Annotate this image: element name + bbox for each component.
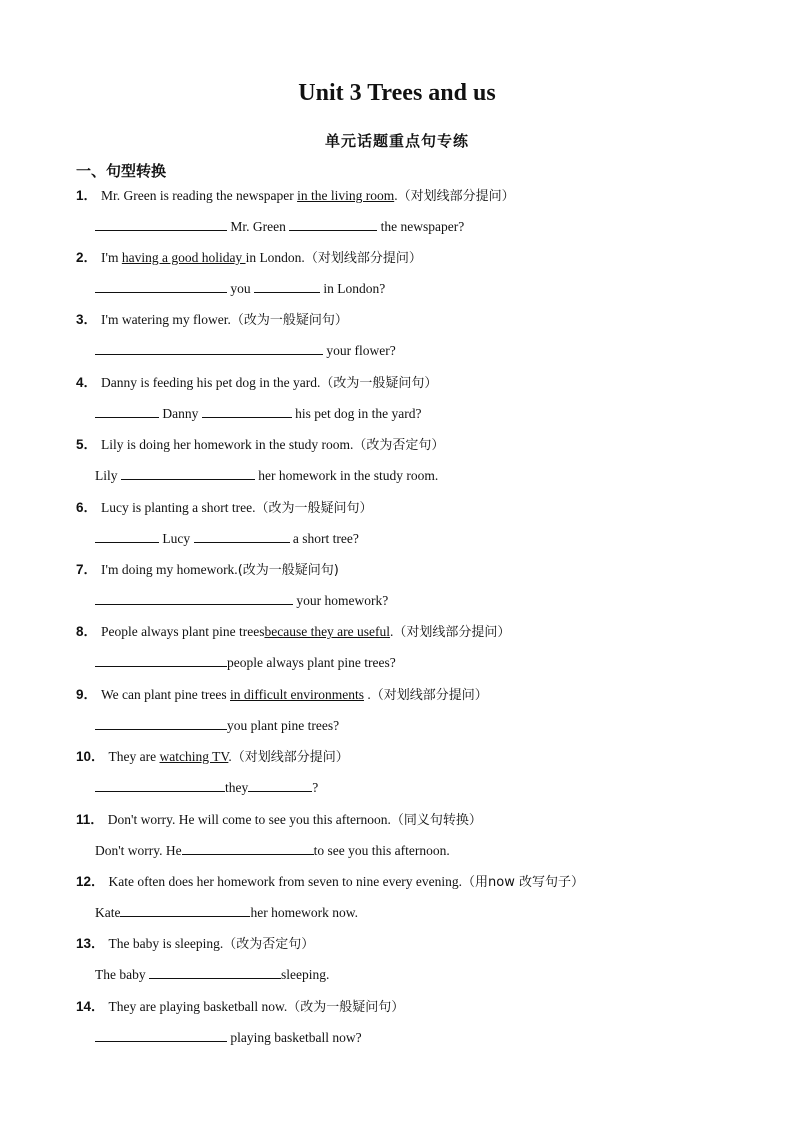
- instruction: （对划线部分提问）: [231, 750, 349, 765]
- underlined-phrase: in the living room: [297, 188, 395, 203]
- page-subtitle: 单元话题重点句专练: [324, 132, 469, 150]
- question-number: 11．: [76, 812, 104, 827]
- question-3: [76, 311, 348, 330]
- question-number: 10．: [76, 749, 105, 764]
- question-text: Mr. Green is reading the newspaper: [101, 188, 298, 203]
- answer-blank[interactable]: [95, 592, 293, 605]
- answer-text: Lucy: [159, 531, 194, 546]
- answer-3: [95, 342, 396, 360]
- answer-6: [95, 530, 359, 548]
- question-11: [76, 811, 482, 830]
- question-6: [76, 499, 373, 518]
- question-text: Kate often does her homework from seven to nine every evening.: [108, 874, 463, 889]
- answer-text: your flower?: [323, 343, 396, 358]
- answer-text: her homework in the study room.: [254, 468, 439, 483]
- question-8: [76, 623, 510, 642]
- question-text-end: .: [363, 687, 371, 702]
- instruction: （改为否定句）: [223, 937, 315, 952]
- answer-text: The baby: [95, 967, 149, 982]
- answer-text: Danny: [159, 406, 202, 421]
- answer-blank[interactable]: [95, 342, 323, 355]
- answer-text: people always plant pine trees?: [227, 655, 396, 670]
- instruction: （对划线部分提问）: [304, 251, 422, 266]
- question-text: The baby is sleeping.: [108, 936, 224, 951]
- answer-5: [95, 467, 438, 485]
- question-text: I'm doing my homework.: [101, 562, 238, 577]
- instruction: (改为一般疑问句): [237, 563, 339, 578]
- question-14: [76, 998, 404, 1017]
- answer-blank[interactable]: [95, 405, 159, 418]
- question-text-end: .: [228, 749, 232, 764]
- question-4: [76, 374, 437, 393]
- question-number: 13．: [76, 936, 105, 951]
- answer-blank[interactable]: [95, 1029, 227, 1042]
- answer-text: playing basketball now?: [227, 1030, 362, 1045]
- answer-7: [95, 592, 388, 610]
- answer-4: [95, 405, 421, 423]
- question-number: 6．: [76, 500, 98, 515]
- answer-text: Mr. Green: [227, 219, 290, 234]
- question-text: I'm watering my flower.: [101, 312, 231, 327]
- question-7: [76, 561, 339, 580]
- answer-text: Kate: [95, 905, 121, 920]
- question-text: We can plant pine trees: [101, 687, 230, 702]
- instruction: （改为一般疑问句）: [320, 376, 438, 391]
- answer-13: [95, 966, 329, 984]
- question-9: [76, 686, 488, 705]
- answer-14: [95, 1029, 362, 1047]
- answer-blank[interactable]: [95, 218, 227, 231]
- answer-blank[interactable]: [194, 530, 290, 543]
- question-text-end: in London.: [245, 250, 305, 265]
- question-1: [76, 187, 515, 206]
- answer-12: [95, 904, 358, 922]
- answer-text: to see you this afternoon.: [313, 843, 450, 858]
- instruction: （同义句转换）: [390, 813, 482, 828]
- answer-text: ?: [312, 780, 319, 795]
- question-number: 1．: [76, 188, 98, 203]
- question-number: 2．: [76, 250, 98, 265]
- underlined-phrase: watching TV: [159, 749, 229, 764]
- instruction: （用now 改写句子）: [462, 875, 585, 890]
- question-number: 14．: [76, 999, 105, 1014]
- answer-blank[interactable]: [95, 280, 227, 293]
- answer-10: [95, 779, 318, 797]
- instruction: （对划线部分提问）: [397, 189, 515, 204]
- answer-text: in London?: [320, 281, 386, 296]
- answer-blank[interactable]: [121, 467, 255, 480]
- answer-text: they: [225, 780, 249, 795]
- section-heading: 一、句型转换: [76, 162, 167, 180]
- question-text: Lucy is planting a short tree.: [101, 500, 256, 515]
- answer-text: Don't worry. He: [95, 843, 182, 858]
- underlined-phrase: having a good holiday: [121, 250, 246, 265]
- question-10: [76, 748, 349, 767]
- answer-text: his pet dog in the yard?: [291, 406, 422, 421]
- question-number: 5．: [76, 437, 98, 452]
- instruction: （改为一般疑问句）: [230, 313, 348, 328]
- question-number: 12．: [76, 874, 105, 889]
- underlined-phrase: because they are useful: [264, 624, 391, 639]
- question-number: 7．: [76, 562, 98, 577]
- answer-blank[interactable]: [248, 779, 312, 792]
- question-number: 3．: [76, 312, 98, 327]
- answer-text: you plant pine trees?: [227, 718, 340, 733]
- question-text-end: .: [390, 624, 394, 639]
- question-text: They are playing basketball now.: [108, 999, 288, 1014]
- question-12: [76, 873, 584, 892]
- question-text: People always plant pine trees: [101, 624, 265, 639]
- answer-9: [95, 717, 339, 735]
- question-text: Don't worry. He will come to see you this afternoon.: [107, 812, 391, 827]
- question-text: They are: [108, 749, 160, 764]
- answer-text: your homework?: [293, 593, 389, 608]
- answer-text: her homework now.: [250, 905, 358, 920]
- answer-blank[interactable]: [202, 405, 292, 418]
- question-text: Lily is doing her homework in the study room.: [101, 437, 354, 452]
- answer-blank[interactable]: [95, 717, 227, 730]
- answer-text: the newspaper?: [377, 219, 465, 234]
- answer-text: you: [227, 281, 254, 296]
- answer-blank[interactable]: [149, 966, 281, 979]
- question-text-end: .: [394, 188, 398, 203]
- answer-2: [95, 280, 385, 298]
- answer-blank[interactable]: [289, 218, 377, 231]
- answer-text: a short tree?: [289, 531, 359, 546]
- question-13: [76, 935, 314, 954]
- question-2: [76, 249, 422, 268]
- instruction: （改为否定句）: [353, 438, 445, 453]
- instruction: （改为一般疑问句）: [287, 1000, 405, 1015]
- instruction: （改为一般疑问句）: [255, 501, 373, 516]
- answer-blank[interactable]: [254, 280, 320, 293]
- question-5: [76, 436, 444, 455]
- answer-8: [95, 654, 396, 672]
- answer-blank[interactable]: [120, 904, 250, 917]
- answer-blank[interactable]: [182, 842, 314, 855]
- instruction: （对划线部分提问）: [393, 625, 511, 640]
- answer-text: Lily: [95, 468, 121, 483]
- instruction: （对划线部分提问）: [370, 688, 488, 703]
- question-number: 4．: [76, 375, 98, 390]
- answer-blank[interactable]: [95, 654, 227, 667]
- answer-1: [95, 218, 464, 236]
- answer-text: sleeping.: [280, 967, 330, 982]
- answer-11: [95, 842, 450, 860]
- question-number: 8．: [76, 624, 98, 639]
- underlined-phrase: in difficult environments: [230, 687, 364, 702]
- question-text: Danny is feeding his pet dog in the yard.: [101, 375, 321, 390]
- answer-blank[interactable]: [95, 530, 159, 543]
- page-title: Unit 3 Trees and us: [298, 80, 496, 106]
- question-text: I'm: [101, 250, 122, 265]
- question-number: 9．: [76, 687, 98, 702]
- answer-blank[interactable]: [95, 779, 225, 792]
